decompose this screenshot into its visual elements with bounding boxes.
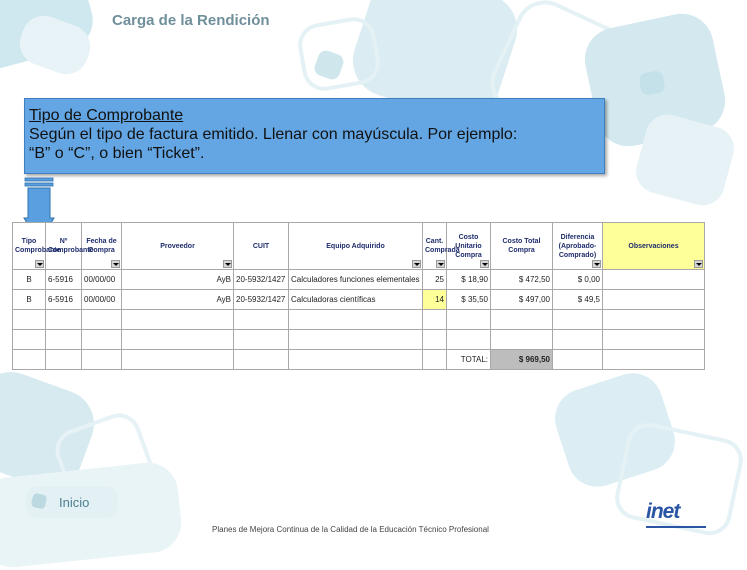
total-row bbox=[13, 350, 705, 370]
header-cell[interactable]: Tipo Comprobante bbox=[13, 223, 46, 270]
slide-title: Carga de la Rendición bbox=[112, 12, 270, 29]
header-cell[interactable]: Diferencia (Aprobado-Comprado) bbox=[553, 223, 603, 270]
table-cell[interactable] bbox=[82, 310, 122, 330]
table-cell[interactable]: 14 bbox=[423, 290, 447, 310]
tipo-comprobante-callout bbox=[24, 98, 605, 174]
callout-title: Tipo de Comprobante bbox=[29, 107, 184, 124]
header-cell[interactable]: Costo Total Compra bbox=[491, 223, 553, 270]
filter-dropdown-icon[interactable] bbox=[436, 260, 445, 268]
table-cell[interactable]: 00/00/00 bbox=[82, 270, 122, 290]
table-cell[interactable] bbox=[423, 350, 447, 370]
table-row bbox=[13, 330, 705, 350]
table-cell[interactable]: $ 49,5 bbox=[553, 290, 603, 310]
table-cell[interactable] bbox=[603, 350, 705, 370]
inet-logo bbox=[646, 496, 708, 536]
table-cell[interactable]: 20-5932/1427 bbox=[234, 270, 289, 290]
table-cell[interactable]: Calculadores funciones elementales bbox=[289, 270, 423, 290]
rendicion-table bbox=[12, 222, 705, 370]
table-header-row bbox=[13, 223, 705, 270]
filter-dropdown-icon[interactable] bbox=[480, 260, 489, 268]
spreadsheet bbox=[12, 222, 704, 366]
table-row bbox=[13, 270, 705, 290]
table-cell[interactable] bbox=[289, 330, 423, 350]
filter-dropdown-icon[interactable] bbox=[694, 260, 703, 268]
table-cell[interactable]: Calculadoras científicas bbox=[289, 290, 423, 310]
table-cell[interactable] bbox=[603, 310, 705, 330]
table-cell[interactable] bbox=[603, 270, 705, 290]
table-cell[interactable] bbox=[122, 350, 234, 370]
footer-text: Planes de Mejora Continua de la Calidad de la Educación Técnico Profesional bbox=[212, 525, 489, 534]
table-cell[interactable] bbox=[234, 350, 289, 370]
header-cell[interactable]: Costo Unitario Compra bbox=[447, 223, 491, 270]
table-cell[interactable]: $ 18,90 bbox=[447, 270, 491, 290]
inicio-button[interactable] bbox=[26, 486, 118, 518]
table-cell[interactable] bbox=[234, 330, 289, 350]
header-cell[interactable]: Observaciones bbox=[603, 223, 705, 270]
table-cell[interactable] bbox=[553, 350, 603, 370]
table-cell[interactable] bbox=[553, 330, 603, 350]
table-cell[interactable]: 6-5916 bbox=[46, 290, 82, 310]
table-cell[interactable] bbox=[289, 310, 423, 330]
table-cell[interactable]: $ 472,50 bbox=[491, 270, 553, 290]
table-cell[interactable] bbox=[234, 310, 289, 330]
header-cell[interactable]: Cant. Comprada bbox=[423, 223, 447, 270]
filter-dropdown-icon[interactable] bbox=[111, 260, 120, 268]
home-icon bbox=[31, 493, 48, 510]
table-row bbox=[13, 310, 705, 330]
logo-text: inet bbox=[646, 500, 680, 523]
callout-line-1: Según el tipo de factura emitido. Llenar con mayúscula. Por ejemplo: bbox=[29, 126, 518, 143]
table-cell[interactable]: $ 35,50 bbox=[447, 290, 491, 310]
header-cell[interactable]: Proveedor bbox=[122, 223, 234, 270]
table-cell[interactable] bbox=[289, 350, 423, 370]
table-cell[interactable] bbox=[447, 310, 491, 330]
table-cell[interactable] bbox=[491, 330, 553, 350]
table-cell[interactable] bbox=[82, 350, 122, 370]
table-cell[interactable] bbox=[13, 310, 46, 330]
table-cell[interactable] bbox=[46, 310, 82, 330]
filter-dropdown-icon[interactable] bbox=[412, 260, 421, 268]
table-cell[interactable] bbox=[423, 330, 447, 350]
header-cell[interactable]: CUIT bbox=[234, 223, 289, 270]
table-cell[interactable] bbox=[122, 330, 234, 350]
table-cell[interactable] bbox=[13, 350, 46, 370]
table-cell[interactable]: 25 bbox=[423, 270, 447, 290]
table-cell[interactable]: $ 0,00 bbox=[553, 270, 603, 290]
header-cell[interactable]: Nº Comprobante bbox=[46, 223, 82, 270]
inicio-label: Inicio bbox=[59, 495, 90, 510]
table-cell[interactable]: 6-5916 bbox=[46, 270, 82, 290]
table-cell[interactable] bbox=[603, 290, 705, 310]
table-cell[interactable] bbox=[553, 310, 603, 330]
table-cell[interactable]: $ 497,00 bbox=[491, 290, 553, 310]
filter-dropdown-icon[interactable] bbox=[35, 260, 44, 268]
table-cell[interactable]: 20-5932/1427 bbox=[234, 290, 289, 310]
table-row bbox=[13, 290, 705, 310]
total-label: TOTAL: bbox=[447, 350, 491, 370]
table-cell[interactable] bbox=[122, 310, 234, 330]
table-cell[interactable] bbox=[423, 310, 447, 330]
table-cell[interactable] bbox=[603, 330, 705, 350]
table-cell[interactable]: B bbox=[13, 290, 46, 310]
table-cell[interactable] bbox=[82, 330, 122, 350]
table-cell[interactable] bbox=[13, 330, 46, 350]
total-value[interactable]: $ 969,50 bbox=[491, 350, 553, 370]
table-cell[interactable] bbox=[46, 330, 82, 350]
filter-dropdown-icon[interactable] bbox=[223, 260, 232, 268]
table-cell[interactable]: 00/00/00 bbox=[82, 290, 122, 310]
background-shape bbox=[631, 110, 739, 211]
table-cell[interactable] bbox=[46, 350, 82, 370]
logo-underline bbox=[646, 526, 706, 528]
table-cell[interactable] bbox=[491, 310, 553, 330]
header-cell[interactable]: Equipo Adquirido bbox=[289, 223, 423, 270]
callout-line-2: “B” o “C”, o bien “Ticket”. bbox=[29, 145, 205, 162]
header-cell[interactable]: Fecha de Compra bbox=[82, 223, 122, 270]
table-cell[interactable] bbox=[447, 330, 491, 350]
table-cell[interactable]: AyB bbox=[122, 270, 234, 290]
table-cell[interactable]: AyB bbox=[122, 290, 234, 310]
filter-dropdown-icon[interactable] bbox=[592, 260, 601, 268]
table-cell[interactable]: B bbox=[13, 270, 46, 290]
